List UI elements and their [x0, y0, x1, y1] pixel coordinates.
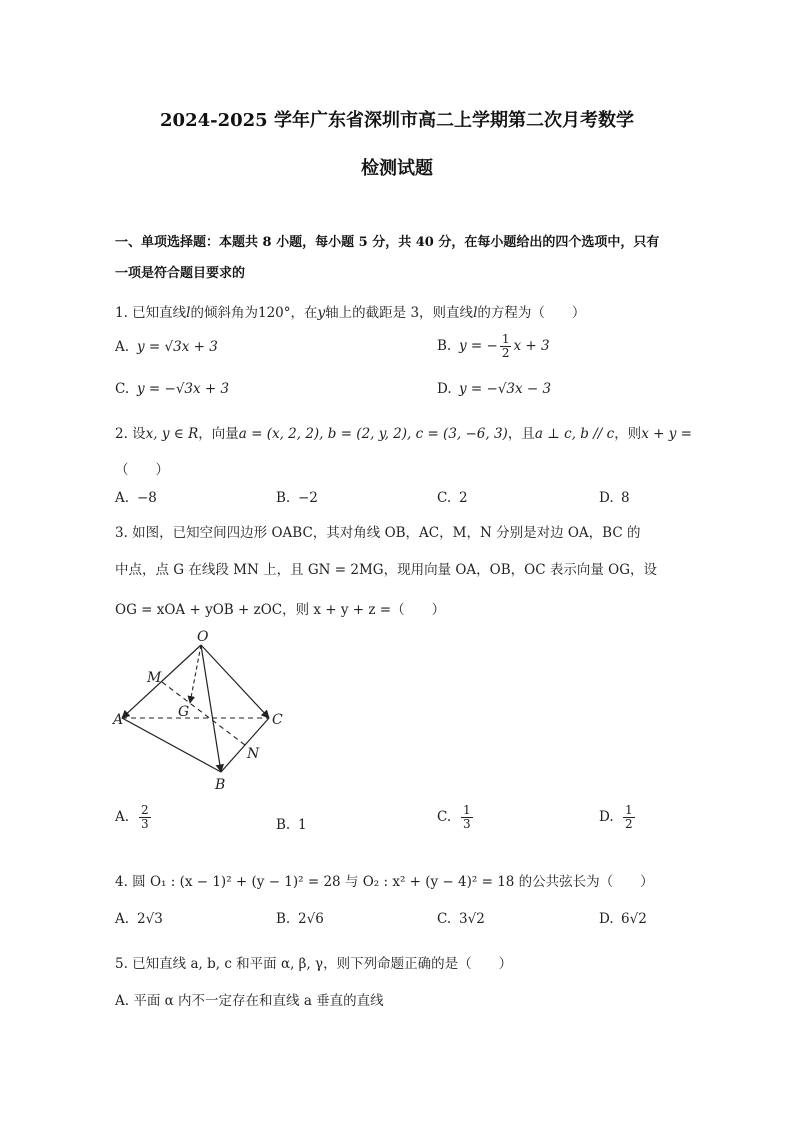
label-O: O	[197, 629, 209, 645]
q2-option-d[interactable]: D. 8	[599, 490, 630, 506]
page-title: 2024-2025 学年广东省深圳市高二上学期第二次月考数学	[160, 110, 634, 131]
question-4-stem: 4. 圆 O₁ : (x − 1)² + (y − 1)² = 28 与 O₂ : x² + (y − 4)² = 18 的公共弦长为（ ）	[115, 874, 654, 890]
question-5-stem: 5. 已知直线 a, b, c 和平面 α, β, γ，则下列命题正确的是（ ）	[115, 956, 513, 972]
edge-AB	[122, 718, 221, 772]
q2-option-b[interactable]: B. −2	[276, 490, 318, 506]
label-C: C	[272, 712, 283, 728]
question-3-line3: OG = xOA + yOB + zOC，则 x + y + z =（ ）	[115, 602, 446, 618]
q1-option-a[interactable]: A. y = √3x + 3	[115, 339, 218, 355]
q1-option-d[interactable]: D. y = −√3x − 3	[437, 381, 552, 397]
page-subtitle: 检测试题	[361, 158, 433, 179]
q1-option-c[interactable]: C. y = −√3x + 3	[115, 381, 230, 397]
q5-option-a[interactable]: A. 平面 α 内不一定存在和直线 a 垂直的直线	[115, 993, 384, 1009]
label-B: B	[215, 777, 226, 793]
tetrahedron-figure	[105, 625, 295, 795]
section-heading-line2: 一项是符合题目要求的	[115, 266, 246, 281]
question-2-paren: （ ）	[115, 462, 169, 478]
label-G: G	[178, 704, 190, 720]
q4-option-b[interactable]: B. 2√6	[276, 911, 324, 927]
q2-option-a[interactable]: A. −8	[115, 490, 157, 506]
q3-option-d[interactable]: D. $\frac{1}{2}$	[599, 803, 633, 831]
section-heading-line1: 一、单项选择题：本题共 8 小题，每小题 5 分，共 40 分，在每小题给出的四个选项中，只有	[115, 235, 660, 250]
q3-option-a[interactable]: A. $\frac{2}{3}$	[115, 803, 149, 831]
label-M: M	[147, 670, 162, 686]
label-N: N	[247, 746, 260, 762]
q4-option-d[interactable]: D. 6√2	[599, 911, 647, 927]
q2-option-c[interactable]: C. 2	[437, 490, 468, 506]
question-3-line2: 中点，点 G 在线段 MN 上，且 GN = 2MG，现用向量 OA，OB，OC 表示向量 OG，设	[115, 562, 657, 578]
question-2-stem: 2. 设x, y ∈ R，向量a = (x, 2, 2), b = (2, y, 2), c = (3, −6, 3)，且a ⊥ c, b // c，则x + y =	[115, 426, 692, 442]
segment-MN	[162, 682, 245, 745]
q3-option-c[interactable]: C. $\frac{1}{3}$	[437, 803, 471, 831]
question-3-line1: 3. 如图，已知空间四边形 OABC，其对角线 OB，AC，M，N 分别是对边 OA，BC 的	[115, 525, 641, 541]
q4-option-a[interactable]: A. 2√3	[115, 911, 163, 927]
label-A: A	[113, 712, 124, 728]
q1-option-b[interactable]: B. y = − $\frac{1}{2}$ x + 3	[437, 332, 550, 360]
q3-option-b[interactable]: B. 1	[276, 817, 307, 833]
q4-option-c[interactable]: C. 3√2	[437, 911, 485, 927]
question-1-stem: 1. 已知直线l的倾斜角为120°，在y轴上的截距是 3，则直线l的方程为（ ）	[115, 305, 586, 321]
